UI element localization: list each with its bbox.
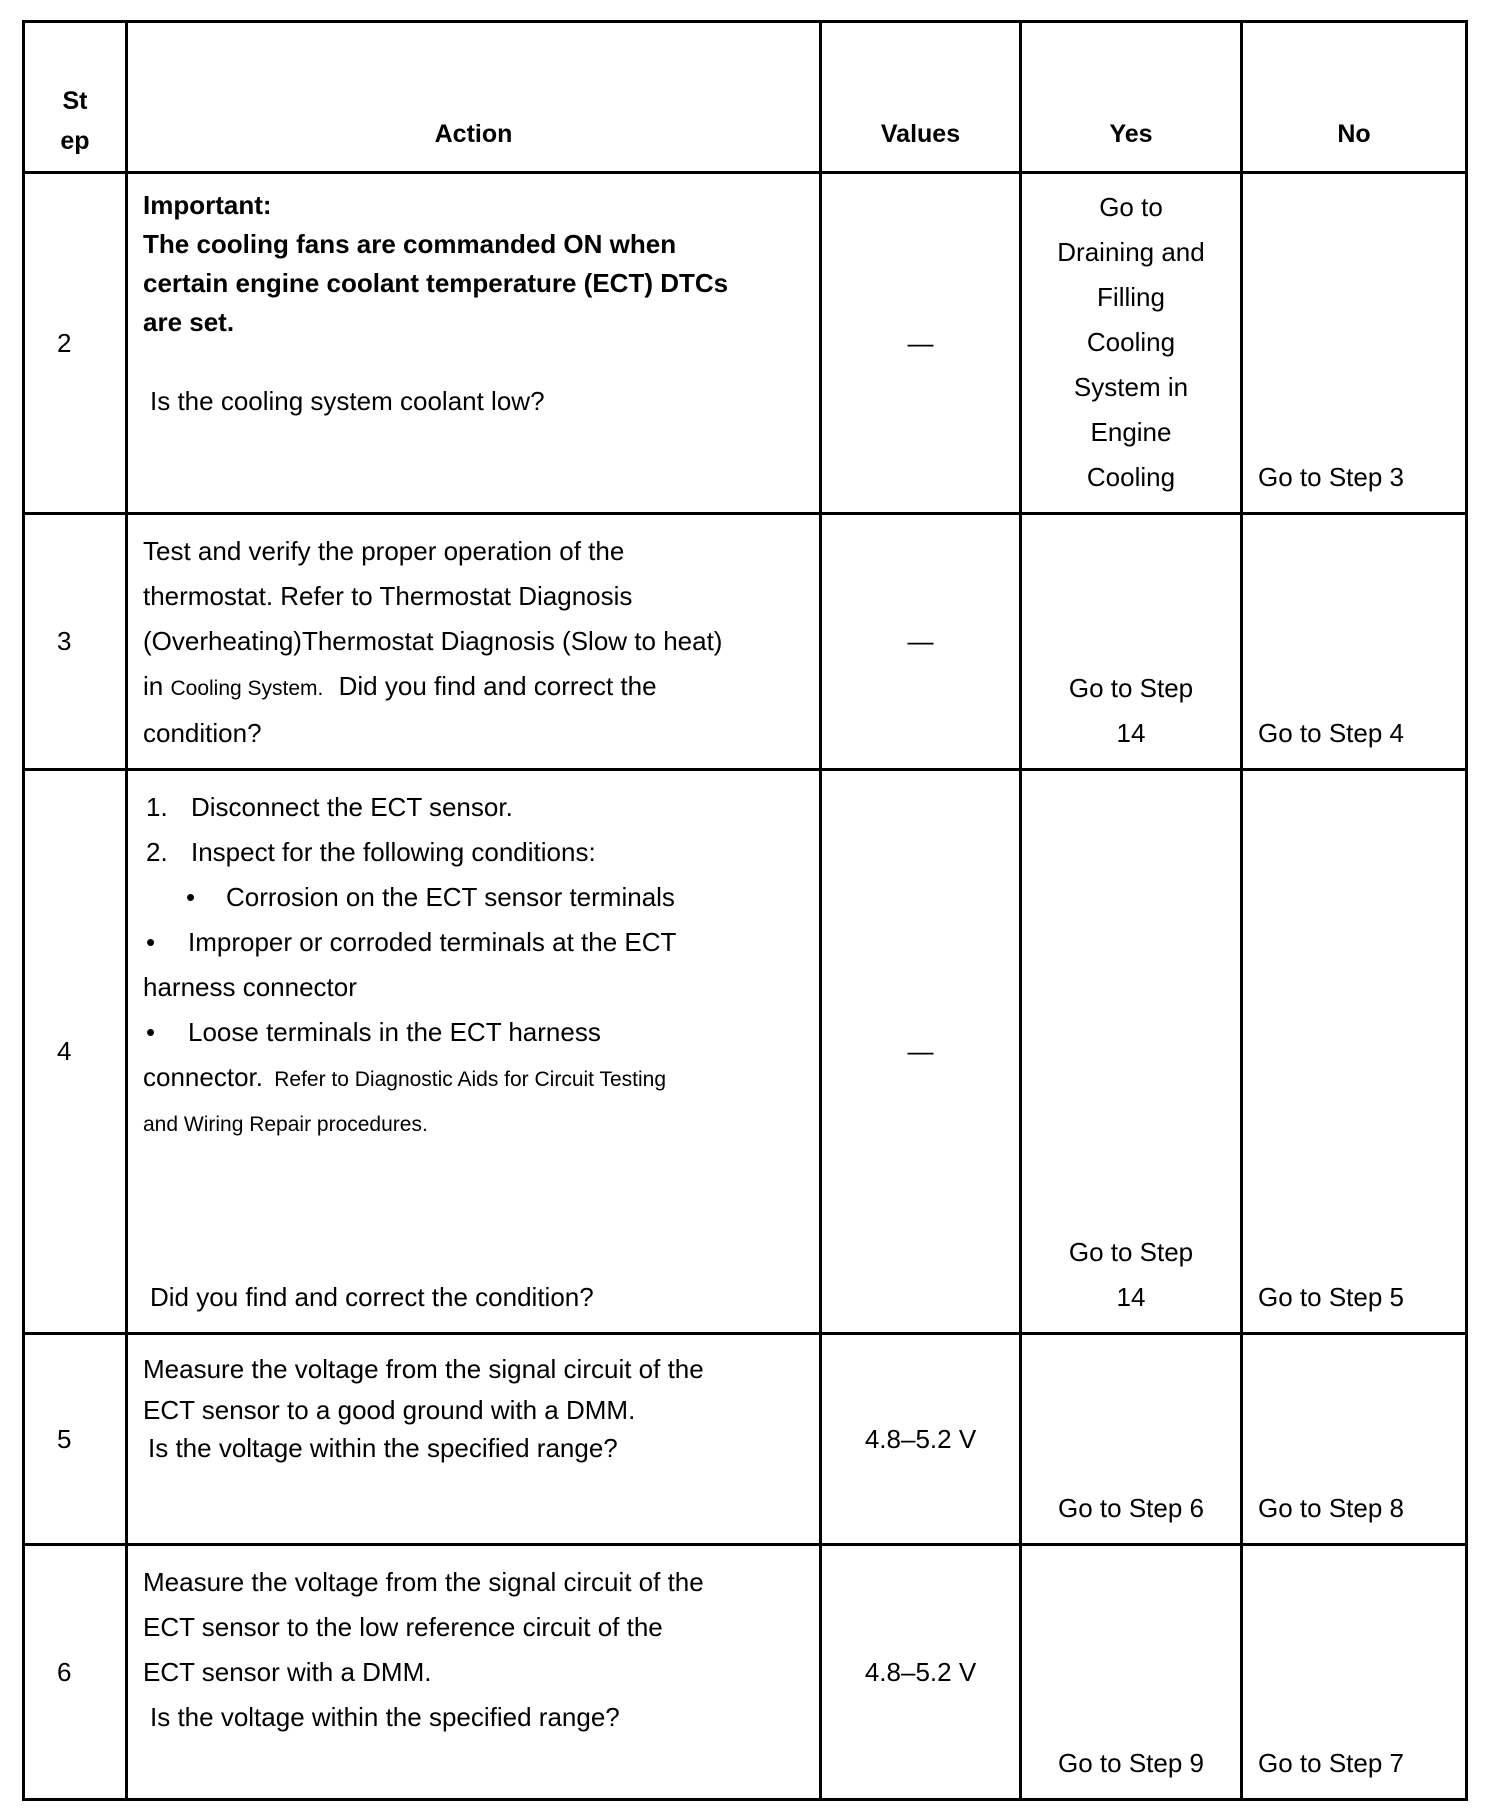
yes-line: System in — [1073, 372, 1189, 402]
step-number: 6 — [24, 1545, 127, 1800]
yes-line: Draining and — [1057, 237, 1205, 267]
important-text: are set. — [143, 307, 235, 337]
important-label: Important: — [143, 190, 272, 220]
bullet-text: Corrosion on the ECT sensor terminals — [226, 882, 675, 912]
item-number: 1. — [146, 792, 168, 822]
action-in: in — [143, 671, 164, 701]
numbered-item — [143, 830, 805, 875]
yes-line: Go to Step — [1068, 1237, 1194, 1267]
header-row — [24, 22, 1467, 173]
action-cell — [127, 514, 821, 770]
yes-line: 14 — [1116, 1282, 1146, 1312]
no-cell: Go to Step 5 — [1242, 770, 1467, 1334]
value-cell: 4.8–5.2 V — [821, 1334, 1021, 1545]
important-text: The cooling fans are commanded ON when — [143, 229, 677, 259]
header-step-line: St — [62, 87, 88, 115]
bullet-glyph: • — [146, 927, 156, 957]
action-line: Test and verify the proper operation of the — [143, 536, 625, 566]
header-yes: Yes — [1021, 22, 1242, 173]
table-row — [24, 770, 1467, 1334]
action-cell — [127, 1334, 821, 1545]
connector-text: connector. — [143, 1062, 263, 1092]
header-action: Action — [127, 22, 821, 173]
refer-text: Refer to Diagnostic Aids for Circuit Testing — [274, 1068, 666, 1091]
action-cell — [127, 770, 821, 1334]
important-text: certain engine coolant temperature (ECT) DTCs — [143, 268, 729, 298]
connector-line — [143, 1055, 805, 1102]
table-row — [24, 514, 1467, 770]
header-step-line: ep — [60, 127, 90, 155]
yes-cell — [1021, 514, 1242, 770]
value-cell: 4.8–5.2 V — [821, 1545, 1021, 1800]
yes-cell — [1021, 770, 1242, 1334]
yes-line: Go to — [1099, 192, 1163, 222]
value-cell: — — [821, 173, 1021, 514]
action-line: thermostat. Refer to Thermostat Diagnosis — [143, 581, 633, 611]
action-line: condition? — [143, 718, 262, 748]
item-text: Inspect for the following conditions: — [191, 837, 596, 867]
yes-cell — [1021, 173, 1242, 514]
action-rest: Did you find and correct the — [338, 671, 657, 701]
action-line: ECT sensor to a good ground with a DMM. — [143, 1395, 636, 1425]
bullet-item — [143, 875, 805, 920]
step-number: 3 — [24, 514, 127, 770]
step-number: 2 — [24, 173, 127, 514]
diagnostic-table — [22, 20, 1468, 1801]
action-line — [143, 664, 805, 711]
no-cell: Go to Step 7 — [1242, 1545, 1467, 1800]
question-text: Is the cooling system coolant low? — [150, 386, 545, 416]
bullet-glyph: • — [146, 1017, 156, 1047]
no-cell: Go to Step 3 — [1242, 173, 1467, 514]
action-line: (Overheating)Thermostat Diagnosis (Slow to heat) — [143, 626, 723, 656]
yes-line: Go to Step — [1068, 673, 1194, 703]
action-cell — [127, 173, 821, 514]
refer-text: and Wiring Repair procedures. — [143, 1113, 428, 1136]
bullet-glyph: • — [186, 882, 196, 912]
yes-line: Engine — [1090, 417, 1172, 447]
value-cell: — — [821, 514, 1021, 770]
item-text: Disconnect the ECT sensor. — [191, 792, 513, 822]
yes-line: Filling — [1097, 282, 1165, 312]
action-line: ECT sensor to the low reference circuit of the — [143, 1612, 663, 1642]
header-values: Values — [821, 22, 1021, 173]
yes-line: 14 — [1116, 718, 1146, 748]
no-cell: Go to Step 8 — [1242, 1334, 1467, 1545]
action-cell — [127, 1545, 821, 1800]
header-step — [24, 22, 127, 173]
action-line: Measure the voltage from the signal circuit of the — [143, 1567, 704, 1597]
item-number: 2. — [146, 837, 168, 867]
cooling-system-link: Cooling System. — [170, 677, 324, 700]
question-text: Is the voltage within the specified range? — [148, 1433, 618, 1463]
yes-line: Cooling — [1086, 327, 1176, 357]
bullet-item — [143, 1010, 805, 1055]
step-number: 4 — [24, 770, 127, 1334]
bullet-text: Improper or corroded terminals at the ECT — [188, 927, 677, 957]
action-line: ECT sensor with a DMM. — [143, 1657, 432, 1687]
yes-cell: Go to Step 6 — [1021, 1334, 1242, 1545]
question-text: Is the voltage within the specified range? — [150, 1702, 620, 1732]
step-number: 5 — [24, 1334, 127, 1545]
table-row — [24, 173, 1467, 514]
value-cell: — — [821, 770, 1021, 1334]
table-row — [24, 1545, 1467, 1800]
no-cell: Go to Step 4 — [1242, 514, 1467, 770]
numbered-item — [143, 785, 805, 830]
question-text: Did you find and correct the condition? — [150, 1282, 594, 1312]
action-line: Measure the voltage from the signal circuit of the — [143, 1354, 704, 1384]
table-row — [24, 1334, 1467, 1545]
bullet-text: Loose terminals in the ECT harness — [188, 1017, 601, 1047]
bullet-text-cont: harness connector — [143, 972, 357, 1002]
header-no: No — [1242, 22, 1467, 173]
yes-line: Cooling — [1086, 462, 1176, 492]
yes-cell: Go to Step 9 — [1021, 1545, 1242, 1800]
bullet-item — [143, 920, 805, 965]
